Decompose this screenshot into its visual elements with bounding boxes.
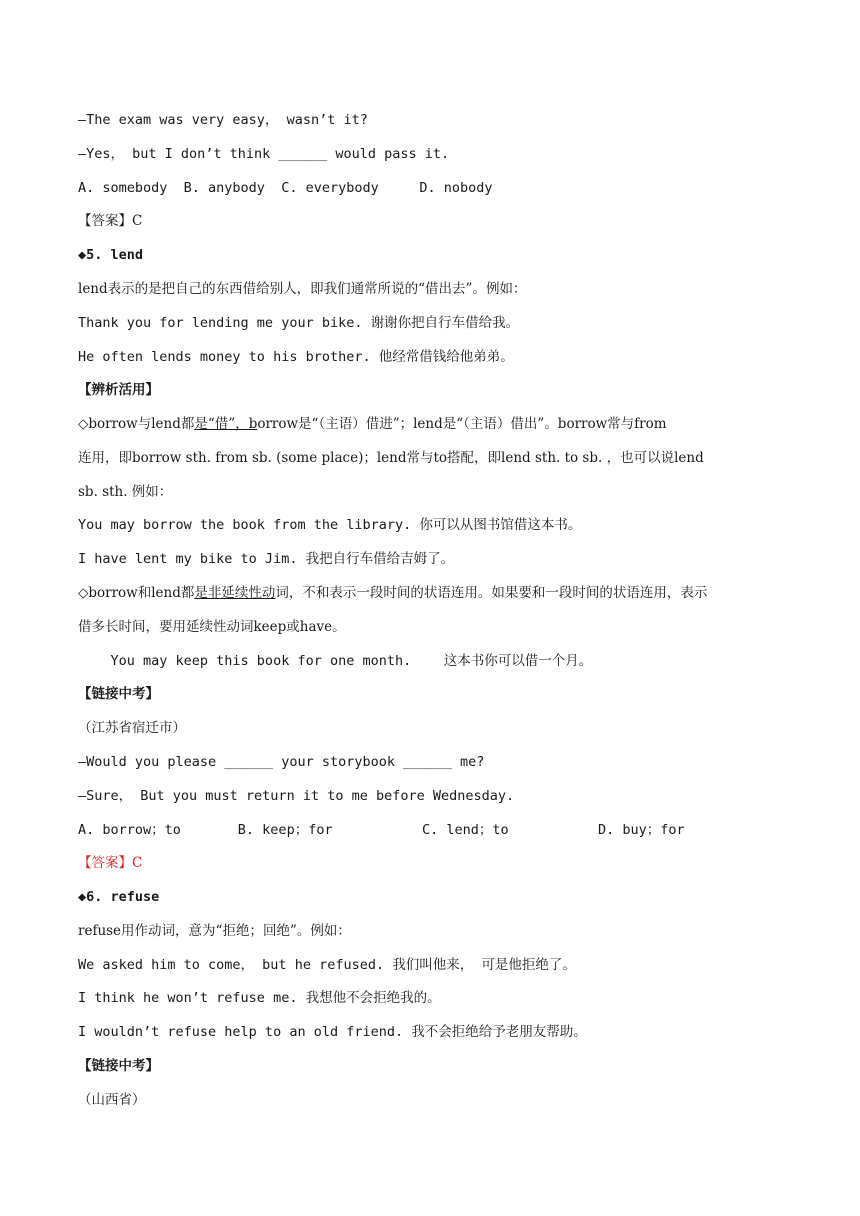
underlined-text: 是“借”，b [194,416,258,432]
note-borrow-lend-line-3: sb. sth. 例如： [78,484,173,500]
note-borrow-lend-line-1 [78,415,667,433]
example-sentence: He often lends money to his brother. 他经常借钱给他弟弟。 [78,349,514,365]
definition-lend: lend表示的是把自己的东西借给别人，即我们通常所说的“借出去”。例如： [78,281,527,297]
note-nondurative-line-1 [78,584,707,602]
answer-label: 【答案】C [78,855,143,871]
question-source: （江苏省宿迁市） [78,720,186,736]
link-title: 【链接中考】 [78,1058,159,1074]
answer-label: 【答案】C [78,213,143,229]
example-sentence: I wouldn’t refuse help to an old friend. 我不会拒绝给予老朋友帮助。 [78,1024,587,1040]
question-line-1: —Would you please ______ your storybook ______ me? [78,754,485,770]
question-source: （山西省） [78,1092,146,1108]
note-text: 词，不和表示一段时间的状语连用。如果要和一段时间的状语连用，表示 [275,585,708,601]
link-title: 【链接中考】 [78,686,159,702]
definition-refuse: refuse用作动词，意为“拒绝；回绝”。例如： [78,923,351,939]
note-borrow-lend-line-2: 连用，即borrow sth. from sb. (some place)；lend常与to搭配，即lend sth. to sb. ，也可以说lend [78,450,704,466]
note-nondurative-line-2: 借多长时间，要用延续性动词keep或have。 [78,619,346,635]
question-line-1: —The exam was very easy， wasn’t it? [78,112,368,128]
question-line-2: —Sure， But you must return it to me before Wednesday. [78,788,515,804]
example-sentence: We asked him to come， but he refused. 我们叫他来， 可是他拒绝了。 [78,957,576,973]
section-heading-lend: ◆5. lend [78,247,144,263]
note-text: ◇borrow与lend都 [78,416,195,432]
note-text: ◇borrow和lend都 [78,585,195,601]
example-sentence: I think he won’t refuse me. 我想他不会拒绝我的。 [78,990,441,1006]
underlined-text: 是非延续性动 [194,585,276,601]
bianxi-title: 【辨析活用】 [78,382,159,398]
example-sentence: You may keep this book for one month. 这本书你可以借一个月。 [78,653,593,669]
example-sentence: Thank you for lending me your bike. 谢谢你把自行车借给我。 [78,315,520,331]
note-text: orrow是“（主语）借进”；lend是“（主语）借出”。borrow常与from [257,416,667,432]
question-line-2: —Yes， but I don’t think ______ would pass it. [78,146,450,162]
example-sentence: I have lent my bike to Jim. 我把自行车借给吉姆了。 [78,551,455,567]
section-heading-refuse: ◆6. refuse [78,889,160,905]
question-options: A. borrow；to B. keep；for C. lend；to D. buy；for [78,822,685,838]
example-sentence: You may borrow the book from the library. 你可以从图书馆借这本书。 [78,517,582,533]
question-options: A. somebody B. anybody C. everybody D. nobody [78,180,493,196]
